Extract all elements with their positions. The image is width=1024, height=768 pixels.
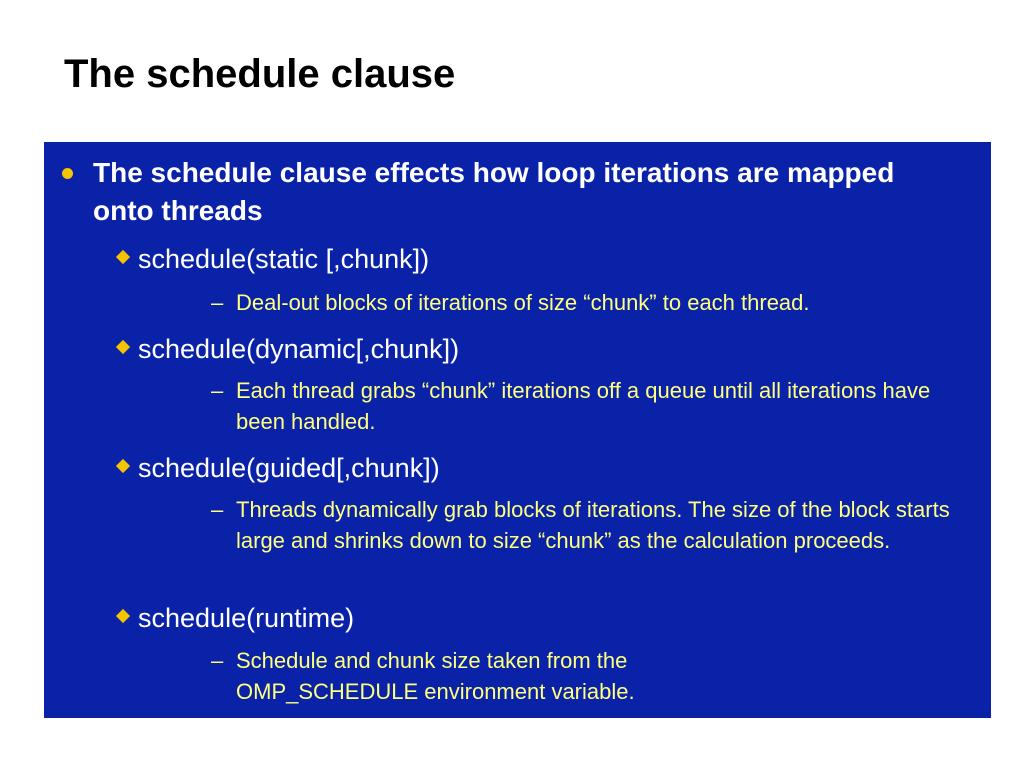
schedule-dynamic-detail — [211, 375, 971, 437]
dash-bullet: – — [211, 290, 224, 315]
schedule-runtime-detail — [211, 645, 771, 707]
schedule-guided-detail — [211, 494, 971, 556]
round-bullet-icon — [62, 168, 73, 179]
schedule-runtime-label: schedule(runtime) — [138, 603, 355, 633]
slide-title: The schedule clause — [64, 52, 456, 96]
schedule-dynamic-label: schedule(dynamic[,chunk]) — [138, 334, 460, 364]
diamond-bullet-icon — [116, 609, 130, 623]
dash-bullet: – — [211, 497, 224, 522]
dash-bullet: – — [211, 648, 224, 673]
diamond-bullet-icon — [116, 459, 130, 473]
main-bullet — [58, 154, 958, 230]
schedule-dynamic-detail-text: Each thread grabs “chunk” iterations off a queue until all iterations have been handled. — [236, 378, 931, 434]
schedule-guided-detail-text: Threads dynamically grab blocks of iterations. The size of the block starts large and shrinks down to size “chunk” as the calculation proceeds. — [236, 497, 950, 553]
schedule-guided-label: schedule(guided[,chunk]) — [138, 453, 440, 483]
diamond-bullet-icon — [116, 340, 130, 354]
schedule-static-item — [113, 242, 429, 276]
schedule-runtime-detail-text: Schedule and chunk size taken from the OMP_SCHEDULE environment variable. — [236, 648, 635, 704]
schedule-guided-item — [113, 451, 440, 485]
schedule-static-detail-text: Deal-out blocks of iterations of size “chunk” to each thread. — [236, 290, 810, 315]
schedule-dynamic-item — [113, 332, 459, 366]
schedule-static-label: schedule(static [,chunk]) — [138, 244, 430, 274]
dash-bullet: – — [211, 378, 224, 403]
diamond-bullet-icon — [116, 250, 130, 264]
main-bullet-text: The schedule clause effects how loop iterations are mapped onto threads — [93, 157, 895, 226]
schedule-static-detail — [211, 287, 971, 318]
schedule-runtime-item — [113, 601, 354, 635]
